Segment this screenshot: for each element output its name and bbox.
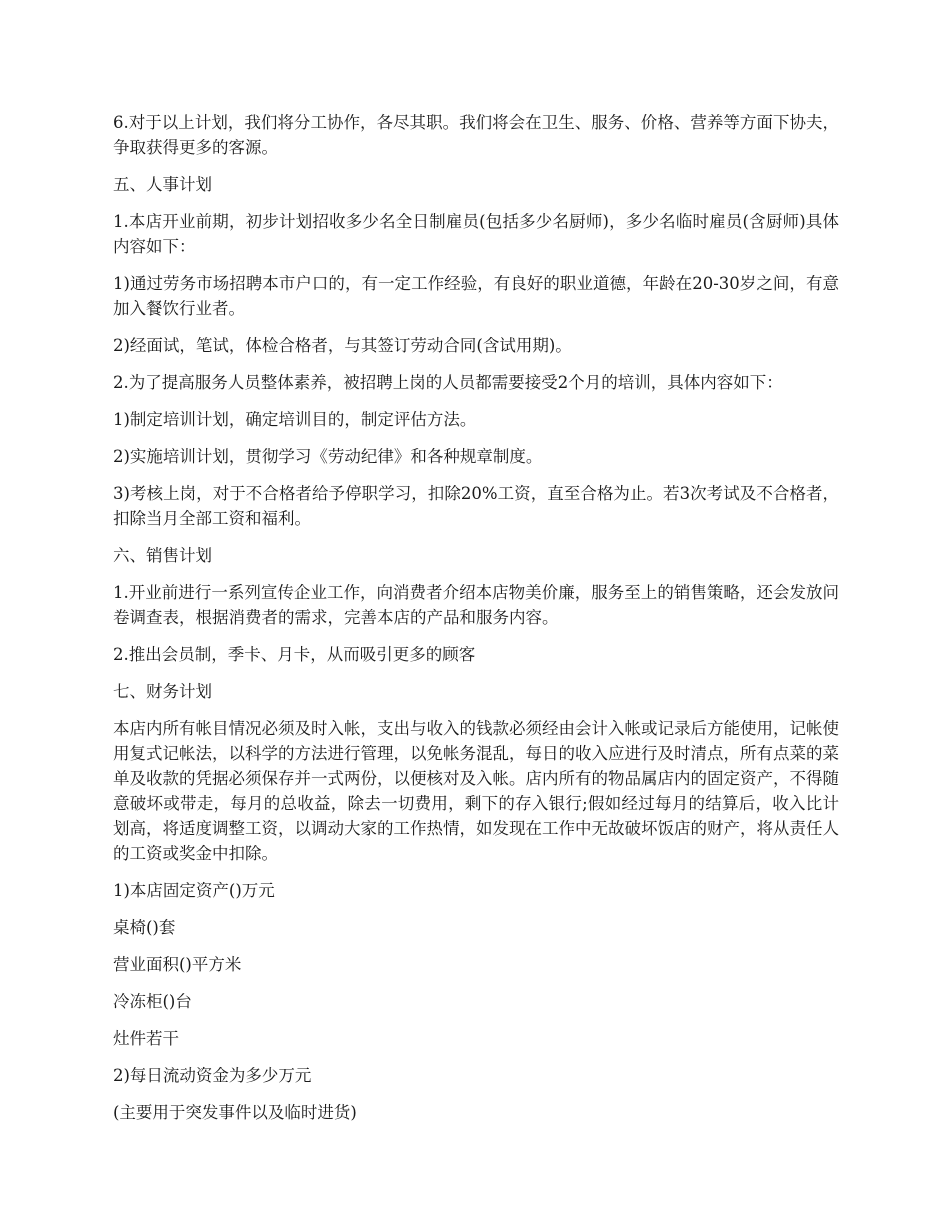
- paragraph: 冷冻柜()台: [113, 992, 192, 1011]
- paragraph: 营业面积()平方米: [113, 955, 242, 974]
- paragraph: 6.对于以上计划，我们将分工协作，各尽其职。我们将会在卫生、服务、价格、营养等方面下协夫，争取获得更多的客源。: [113, 113, 839, 157]
- paragraph: (主要用于突发事件以及临时进货): [113, 1103, 357, 1122]
- paragraph: 1)制定培训计划，确定培训目的，制定评估方法。: [113, 410, 477, 429]
- paragraph: 1.开业前进行一系列宣传企业工作，向消费者介绍本店物美价廉，服务至上的销售策略，还会发放问卷调查表，根据消费者的需求，完善本店的产品和服务内容。: [113, 583, 839, 627]
- paragraph: 本店内所有帐目情况必须及时入帐，支出与收入的钱款必须经由会计入帐或记录后方能使用，记帐使用复式记帐法，以科学的方法进行管理，以免帐务混乱，每日的收入应进行及时清点，所有点菜的菜单及收款的凭据必须保存并一式两份，以便核对及入帐。店内所有的物品属店内的固定资产，不得随意破坏或带走，每月的总收益，除去一切费用，剩下的存入银行;假如经过每月的结算后，收入比计划高，将适度调整工资，以调动大家的工作热情，如发现在工作中无故破坏饭店的财产，将从责任人的工资或奖金中扣除。: [113, 719, 839, 863]
- paragraph: 2)经面试，笔试，体检合格者，与其签订劳动合同(含试用期)。: [113, 336, 572, 355]
- paragraph: 2.为了提高服务人员整体素养，被招聘上岗的人员都需要接受2个月的培训，具体内容如下：: [113, 373, 783, 392]
- section-heading: 六、销售计划: [113, 546, 212, 565]
- paragraph: 1)本店固定资产()万元: [113, 881, 275, 900]
- paragraph: 1)通过劳务市场招聘本市户口的，有一定工作经验，有良好的职业道德，年龄在20-30岁之间，有意加入餐饮行业者。: [113, 274, 839, 318]
- document-body: [113, 110, 839, 1137]
- paragraph: 灶件若干: [113, 1029, 179, 1048]
- paragraph: 2.推出会员制，季卡、月卡，从而吸引更多的顾客: [113, 645, 476, 664]
- paragraph: 桌椅()套: [113, 918, 176, 937]
- paragraph: 2)实施培训计划，贯彻学习《劳动纪律》和各种规章制度。: [113, 447, 543, 466]
- paragraph: 3)考核上岗，对于不合格者给予停职学习，扣除20%工资，直至合格为止。若3次考试及不合格者，扣除当月全部工资和福利。: [113, 484, 839, 528]
- section-heading: 五、人事计划: [113, 175, 212, 194]
- paragraph: 2)每日流动资金为多少万元: [113, 1066, 312, 1085]
- paragraph: 1.本店开业前期，初步计划招收多少名全日制雇员(包括多少名厨师)，多少名临时雇员(含厨师)具体内容如下：: [113, 212, 839, 256]
- section-heading: 七、财务计划: [113, 682, 212, 701]
